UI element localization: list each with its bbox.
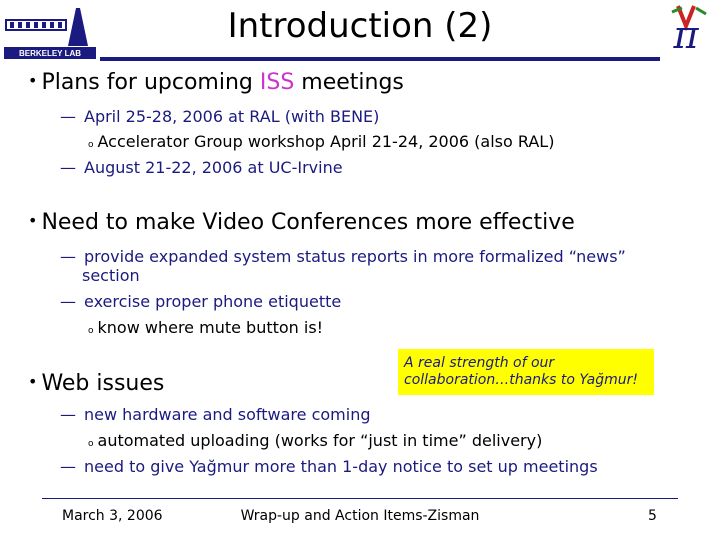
sub-item: — need to give Yağmur more than 1-day notice to set up meetings [60,457,598,476]
title-underline [100,57,660,61]
sub-item: — new hardware and software coming [60,405,371,424]
page-number: 5 [648,508,657,524]
sub-sub-item: o Accelerator Group workshop April 21-24, 2006 (also RAL) [88,132,555,151]
bullet-video-conferences: • Need to make Video Conferences more effective [28,210,575,235]
bullet-iss-meetings: • Plans for upcoming ISS meetings [28,70,404,95]
slide-title: Introduction (2) [227,6,493,46]
sub-item-continuation: section [82,266,140,285]
pi-symbol: π [673,13,699,57]
mice-pi-logo [652,2,718,58]
iss-highlight: ISS [259,70,295,95]
bullet-web-issues: • Web issues [28,371,165,396]
footer-title: Wrap-up and Action Items-Zisman [240,508,480,524]
sub-item: — exercise proper phone etiquette [60,292,342,311]
logo-text: BERKELEY LAB [18,49,82,58]
footer-date: March 3, 2006 [62,508,163,524]
sub-item: — April 25-28, 2006 at RAL (with BENE) [60,107,380,126]
sub-sub-item: o know where mute button is! [88,318,324,337]
sub-item: — provide expanded system status reports in more formalized “news” [60,247,626,266]
footer-divider [42,498,678,499]
sub-sub-item: o automated uploading (works for “just in time” delivery) [88,431,543,450]
callout-note: A real strength of our collaboration…thanks to Yağmur! [398,349,654,395]
sub-item: — August 21-22, 2006 at UC-Irvine [60,158,343,177]
